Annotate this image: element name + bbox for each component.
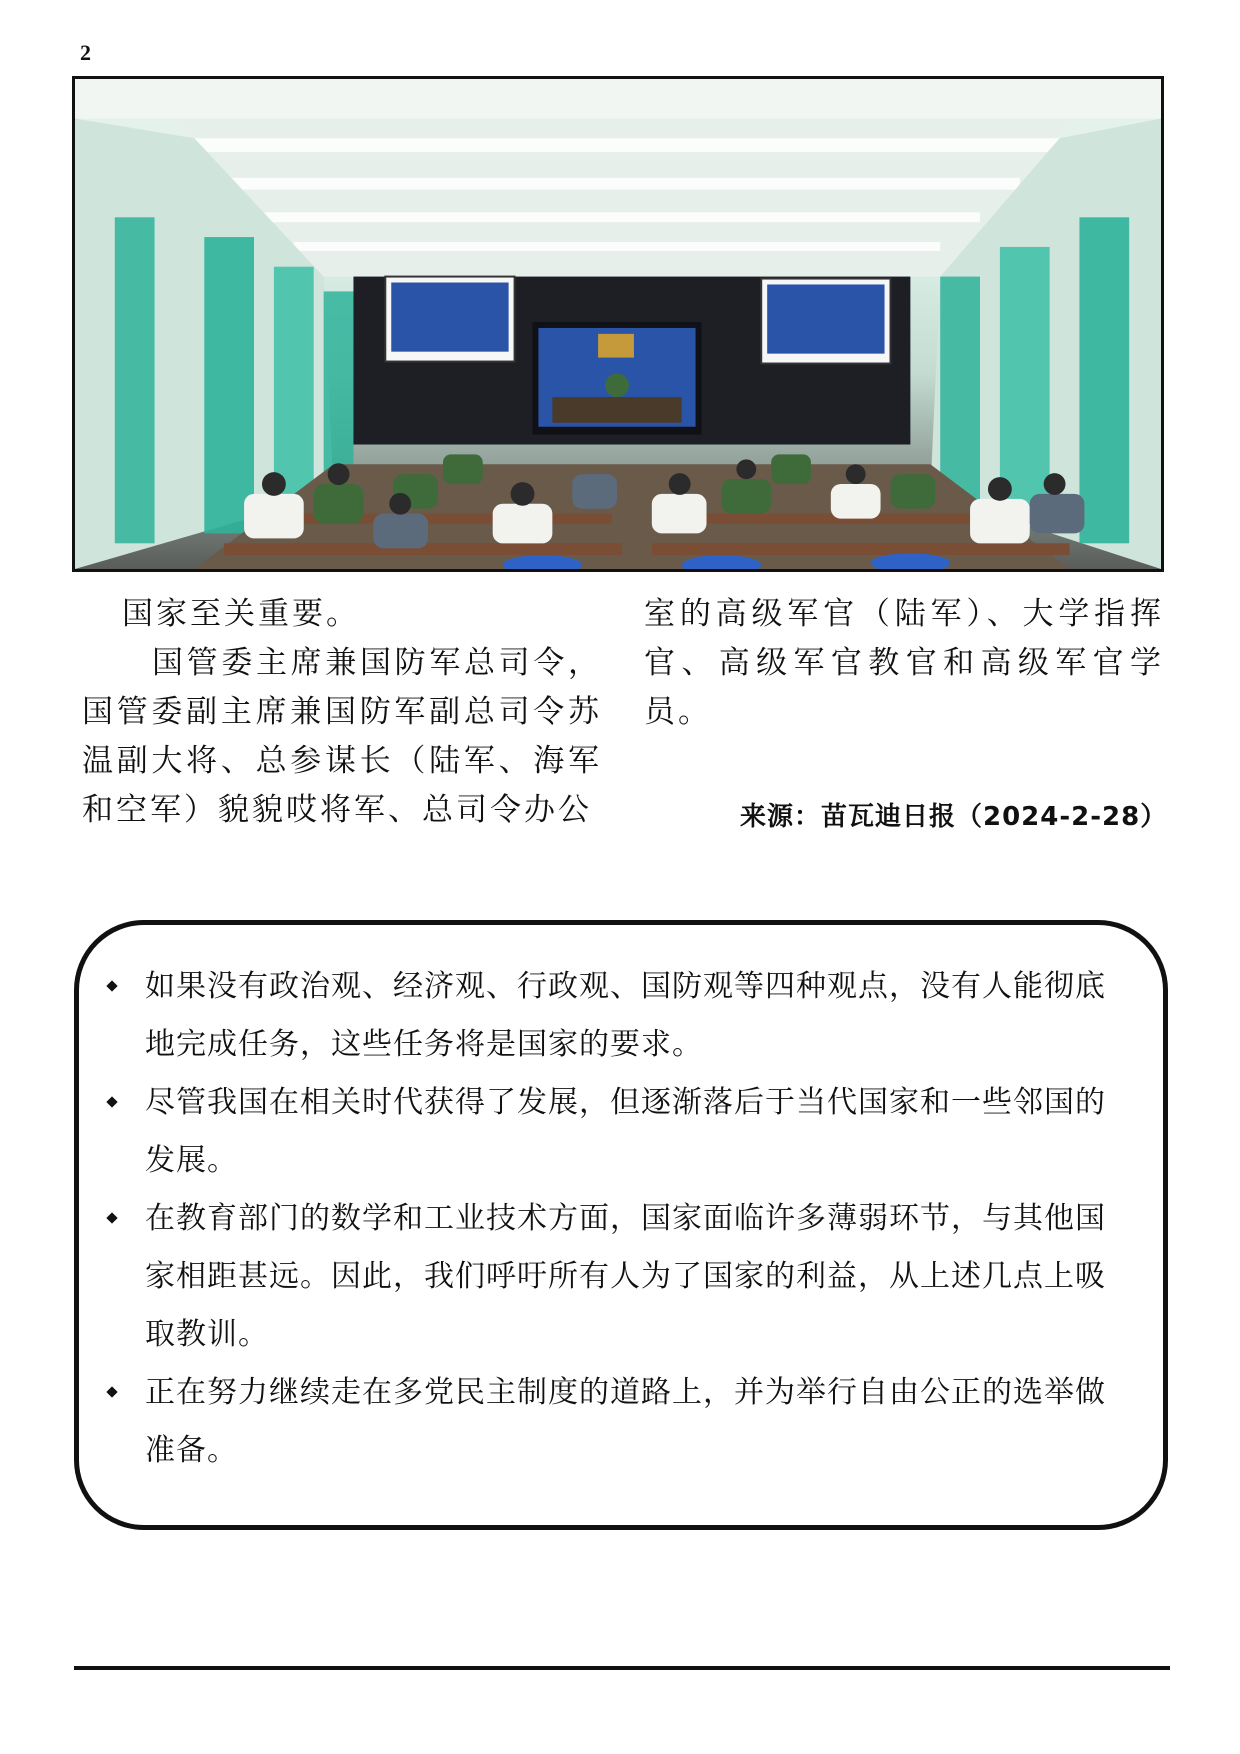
photo-illustration	[75, 79, 1161, 569]
diamond-bullet-icon	[106, 980, 117, 991]
list-item	[100, 1074, 1120, 1190]
bullet-text: 尽管我国在相关时代获得了发展，但逐渐落后于当代国家和一些邻国的发展。	[145, 1085, 1106, 1178]
source-citation: 来源：苗瓦迪日报（2024-2-28）	[740, 802, 1168, 832]
diamond-bullet-icon	[106, 1212, 117, 1223]
summary-bullet-list	[100, 958, 1120, 1480]
page-number: 2	[80, 40, 91, 65]
article-paragraph: 国管委主席兼国防军总司令，国管委副主席兼国防军副总司令苏温副大将、总参谋长（陆军、海军和空军）貌貌哎将军、总司令办公	[82, 645, 602, 828]
bullet-text: 在教育部门的数学和工业技术方面，国家面临许多薄弱环节，与其他国家相距甚远。因此，我们呼吁所有人为了国家的利益，从上述几点上吸取教训。	[145, 1201, 1106, 1352]
list-item	[100, 1190, 1120, 1364]
article-right-column	[644, 590, 1164, 737]
article-paragraph: 室的高级军官（陆军）、大学指挥官、高级军官教官和高级军官学员。	[644, 596, 1164, 730]
article-paragraph: 国家至关重要。	[122, 596, 360, 632]
list-item	[100, 958, 1120, 1074]
bullet-text: 正在努力继续走在多党民主制度的道路上，并为举行自由公正的选举做准备。	[145, 1375, 1106, 1468]
list-item	[100, 1364, 1120, 1480]
conference-hall-photo	[72, 76, 1164, 572]
footer-rule	[74, 1666, 1170, 1670]
bullet-text: 如果没有政治观、经济观、行政观、国防观等四种观点，没有人能彻底地完成任务，这些任务将是国家的要求。	[145, 969, 1106, 1062]
article-left-column	[82, 590, 602, 835]
diamond-bullet-icon	[106, 1096, 117, 1107]
diamond-bullet-icon	[106, 1386, 117, 1397]
